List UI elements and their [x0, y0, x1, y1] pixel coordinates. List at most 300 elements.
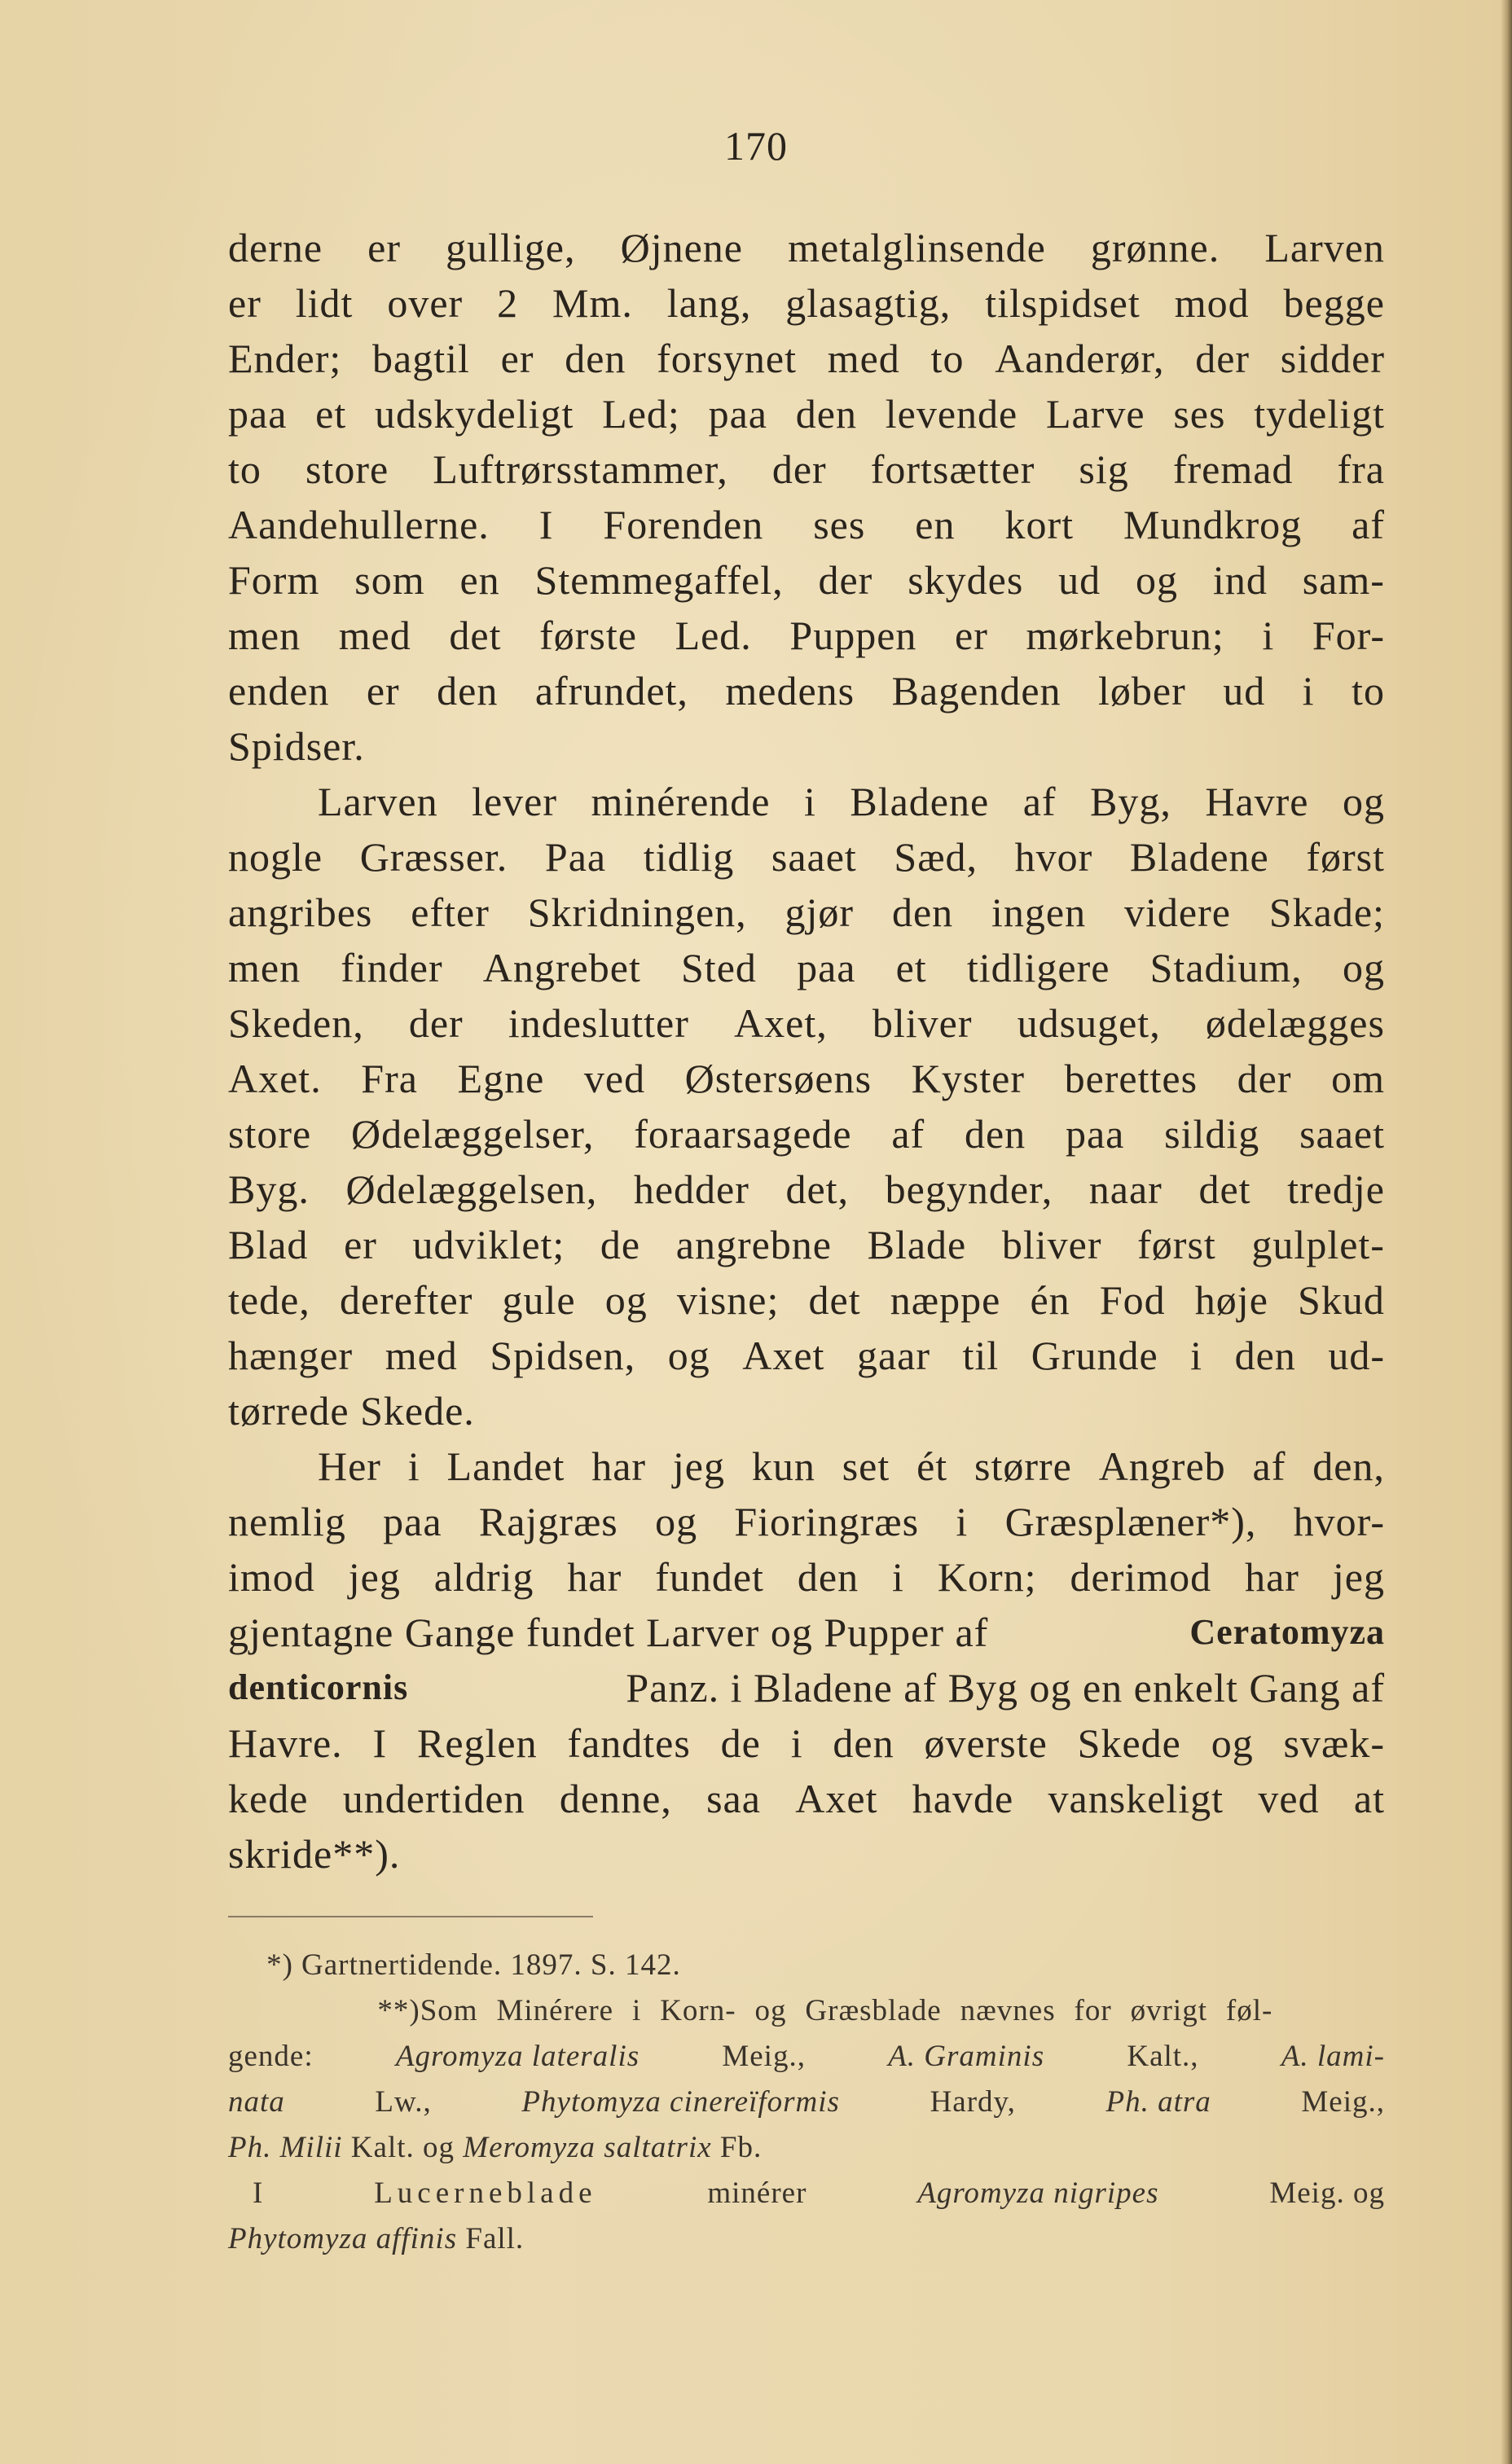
word: **)Som: [377, 1994, 478, 2027]
word: kede: [228, 1776, 309, 1821]
word: løber: [1098, 668, 1186, 714]
word: fortsætter: [870, 446, 1035, 492]
word: tidligere: [966, 945, 1110, 990]
word: Reglen: [416, 1720, 538, 1766]
word: gjør: [785, 889, 855, 935]
text-line: [228, 1771, 1385, 1826]
word: Mm.: [552, 280, 633, 326]
word: ses: [1173, 391, 1226, 437]
word: øvrigt: [1130, 1994, 1207, 2027]
word: medens: [725, 668, 855, 714]
word: Byg,: [1090, 779, 1171, 824]
footnote-text: minérer: [707, 2176, 807, 2210]
line-text: [228, 331, 1385, 386]
word: jeg: [672, 1443, 725, 1489]
line-text: [228, 386, 1385, 441]
word: hvor-: [1293, 1499, 1385, 1544]
word: Larve: [1045, 391, 1145, 437]
word: den,: [1312, 1443, 1385, 1489]
word: Græsblade: [805, 1994, 942, 2027]
word: og: [1136, 557, 1179, 603]
word: i: [956, 1499, 969, 1544]
word: Havre: [1205, 779, 1309, 824]
word: og: [655, 1499, 698, 1544]
footnotes: [228, 1943, 1385, 2262]
word: imod: [228, 1554, 315, 1600]
word: i: [892, 1554, 904, 1600]
text-line: [228, 995, 1385, 1051]
word: Øjnene: [620, 225, 743, 270]
species-name-italic: A. lami-: [1281, 2040, 1385, 2073]
word: Minérere: [496, 1994, 614, 2027]
line-text: gjentagne Gange fundet Larver og Pupper af: [228, 1610, 989, 1655]
line-text: [228, 1549, 1385, 1605]
word: som: [354, 557, 425, 603]
word: skydes: [908, 557, 1024, 603]
word: Blade: [867, 1222, 967, 1267]
word: føl-: [1225, 1994, 1273, 2027]
word: Korn-: [660, 1994, 736, 2027]
word: bliver: [1001, 1222, 1102, 1267]
word: Puppen: [789, 613, 917, 658]
word: Angrebet: [482, 945, 641, 990]
word: lever: [472, 779, 557, 824]
text-line: [228, 1328, 1385, 1383]
word: Forenden: [603, 502, 764, 547]
word: ses: [813, 502, 866, 547]
word: paa: [1065, 1111, 1125, 1157]
word: nemlig: [228, 1499, 346, 1544]
word: angribes: [228, 889, 373, 935]
word: Egne: [457, 1056, 545, 1101]
word: et: [315, 391, 347, 437]
footnote-2-line: [228, 2216, 1385, 2262]
word: metalglinsende: [788, 225, 1046, 270]
line-text: tørrede Skede.: [228, 1388, 475, 1434]
word: er: [500, 336, 534, 381]
word: Luftrørsstammer,: [433, 446, 728, 492]
word: i: [790, 1720, 803, 1766]
line-text: [228, 663, 1385, 718]
word: berettes: [1064, 1056, 1198, 1101]
species-name-italic: Agromyza nigripes: [917, 2176, 1159, 2210]
line-text: Spidser.: [228, 723, 365, 769]
word: For-: [1312, 613, 1385, 658]
footnote-2-first: [228, 1988, 1385, 2034]
footnote-2-line: [228, 2034, 1385, 2080]
word: ved: [1258, 1776, 1320, 1821]
word: øverste: [924, 1720, 1048, 1766]
word: tilspidset: [985, 280, 1141, 326]
word: Led.: [675, 613, 752, 658]
word: efter: [411, 889, 490, 935]
word: om: [1331, 1056, 1385, 1101]
word: Blad: [228, 1222, 309, 1267]
line-text: [228, 1494, 1385, 1549]
species-name-italic: Phytomyza affinis: [228, 2222, 458, 2255]
text-line: [228, 552, 1385, 608]
word: derne: [228, 225, 323, 270]
line-text: [228, 608, 1385, 663]
word: lang,: [666, 280, 752, 326]
page-number: 170: [724, 123, 788, 169]
word: det,: [785, 1166, 850, 1212]
word: Stemmegaffel,: [534, 557, 784, 603]
species-name-italic: Phytomyza cinereïformis: [521, 2085, 840, 2119]
word: jeg: [348, 1554, 401, 1600]
word: Rajgræs: [478, 1499, 618, 1544]
word: i: [632, 1994, 642, 2027]
word: store: [305, 446, 389, 492]
word: gullige,: [446, 225, 576, 270]
word: mørkebrun;: [1026, 613, 1224, 658]
word: Mundkrog: [1123, 502, 1303, 547]
word: ud: [1223, 668, 1266, 714]
word: den: [891, 889, 954, 935]
word: finder: [341, 945, 443, 990]
word: glasagtig,: [785, 280, 952, 326]
text-line: [228, 885, 1385, 940]
word: afrundet,: [534, 668, 688, 714]
word: saaet: [1299, 1111, 1385, 1157]
word: derimod: [1070, 1554, 1212, 1600]
word: er: [367, 225, 401, 270]
word: der: [818, 557, 873, 603]
word: fandtes: [567, 1720, 691, 1766]
word: fremad: [1172, 446, 1294, 492]
species-name-italic: nata: [228, 2085, 285, 2119]
word: Larven: [318, 779, 438, 824]
text-line: [228, 1438, 1385, 1494]
footnote-text: Fb.: [719, 2131, 763, 2164]
word: Skeden,: [228, 1000, 364, 1046]
word: jeg: [1332, 1554, 1385, 1600]
word: den: [565, 336, 626, 381]
word: tydeligt: [1254, 391, 1385, 437]
word: den: [437, 668, 499, 714]
word: foraarsagede: [634, 1111, 852, 1157]
species-name-bold: Ceratomyza: [1189, 1612, 1385, 1652]
line-text: [228, 220, 1385, 275]
footnote-text: Gartnertidende. 1897. S. 142.: [301, 1948, 681, 1982]
footnote-2-line: [228, 2171, 1385, 2216]
text-line: [228, 220, 1385, 275]
word: i: [1190, 1333, 1203, 1378]
word: I: [372, 1720, 388, 1766]
word: der: [1237, 1056, 1292, 1101]
word: Larven: [1264, 225, 1385, 270]
text-line: [228, 718, 1385, 774]
word: det: [808, 1277, 861, 1323]
word: et: [895, 945, 927, 990]
word: til: [962, 1333, 1000, 1378]
text-line: [228, 1051, 1385, 1106]
word: Axet: [742, 1333, 825, 1378]
species-name-italic: A. Graminis: [888, 2040, 1045, 2073]
word: har: [591, 1443, 647, 1489]
word: først: [1137, 1222, 1216, 1267]
word: og: [754, 1994, 787, 2027]
footnote-2-line: [228, 2125, 1385, 2171]
word: gule: [502, 1277, 576, 1323]
word: udsuget,: [1017, 1000, 1161, 1046]
word: med: [338, 613, 411, 658]
word: de: [600, 1222, 641, 1267]
word: Angreb: [1098, 1443, 1226, 1489]
line-text: [228, 1051, 1385, 1106]
word: to: [228, 446, 262, 492]
word: begynder,: [885, 1166, 1053, 1212]
word: men: [228, 613, 301, 658]
word: to: [930, 336, 965, 381]
word: for: [1074, 1994, 1112, 2027]
word: Axet,: [734, 1000, 828, 1046]
word: sidder: [1280, 336, 1385, 381]
word: men: [228, 945, 301, 990]
word: det: [449, 613, 502, 658]
word: og: [1343, 779, 1385, 824]
word: Sted: [681, 945, 757, 990]
footnote-text: Fall.: [465, 2222, 525, 2255]
word: af: [1022, 779, 1057, 824]
text-line: [228, 1826, 1385, 1882]
word: havde: [912, 1776, 1014, 1821]
word: ét: [916, 1443, 948, 1489]
line-text: skride**).: [228, 1831, 401, 1877]
word: Form: [228, 557, 320, 603]
word: angrebne: [675, 1222, 832, 1267]
word: svæk-: [1283, 1720, 1385, 1766]
word: gulplet-: [1251, 1222, 1385, 1267]
word: Byg.: [228, 1166, 310, 1212]
word: den: [797, 1554, 859, 1600]
word: Her: [318, 1443, 381, 1489]
species-name-italic: Meromyza saltatrix: [463, 2131, 712, 2164]
word: udskydeligt: [375, 391, 574, 437]
text-line: [228, 1715, 1385, 1771]
text-line: [228, 1162, 1385, 1217]
word: der: [771, 446, 827, 492]
footnote-2-line: [228, 2080, 1385, 2125]
word: Sæd,: [894, 834, 978, 880]
word: store: [228, 1111, 312, 1157]
word: Led;: [602, 391, 680, 437]
word: Skud: [1298, 1277, 1385, 1323]
word: er: [344, 1222, 377, 1267]
word: er: [955, 613, 988, 658]
line-text: [228, 995, 1385, 1051]
word: er: [228, 280, 262, 326]
line-text: [228, 1106, 1385, 1162]
word: videre: [1124, 889, 1231, 935]
footnote-text: Meig.,: [722, 2040, 806, 2073]
word: Paa: [544, 834, 607, 880]
word: tidlig: [643, 834, 735, 880]
word: Stadium,: [1149, 945, 1303, 990]
line-text: [228, 1715, 1385, 1771]
footnote-text: I: [253, 2176, 264, 2210]
word: naar: [1088, 1166, 1163, 1212]
word: den: [833, 1720, 894, 1766]
word: høje: [1194, 1277, 1268, 1323]
word: lidt: [295, 280, 354, 326]
word: to: [1352, 668, 1385, 714]
word: den: [1234, 1333, 1296, 1378]
line-text: [228, 829, 1385, 885]
text-line: [228, 497, 1385, 552]
word: de: [720, 1720, 761, 1766]
text-line: [228, 386, 1385, 441]
word: denne,: [559, 1776, 672, 1821]
word: sam-: [1302, 557, 1385, 603]
word: aldrig: [433, 1554, 534, 1600]
footnote-text: Lw.,: [375, 2085, 432, 2119]
text-line: [228, 663, 1385, 718]
word: paa: [228, 391, 288, 437]
word: Axet.: [228, 1056, 322, 1101]
word: begge: [1283, 280, 1385, 326]
text-line: [228, 331, 1385, 386]
text-line: [228, 275, 1385, 331]
footnote-text: Meig.,: [1301, 2085, 1385, 2119]
line-text: [228, 1217, 1385, 1272]
word: I: [538, 502, 554, 547]
word: der: [1195, 336, 1250, 381]
line-text: Panz. i Bladene af Byg og en enkelt Gang af: [626, 1665, 1385, 1711]
word: Græsplæner*),: [1004, 1499, 1257, 1544]
word: det: [1198, 1166, 1251, 1212]
word: ødelægges: [1205, 1000, 1385, 1046]
word: grønne.: [1090, 225, 1220, 270]
word: 2: [497, 280, 519, 326]
text-line: [228, 829, 1385, 885]
word: i: [1262, 613, 1275, 658]
word: Aandehullerne.: [228, 502, 490, 547]
footnote-divider: [228, 1916, 593, 1917]
word: Grunde: [1031, 1333, 1158, 1378]
word: Ender;: [228, 336, 342, 381]
word: i: [803, 779, 816, 824]
word: nogle: [228, 834, 323, 880]
word: forsynet: [657, 336, 797, 381]
line-text: [228, 885, 1385, 940]
line-text: [228, 1328, 1385, 1383]
line-text: [228, 441, 1385, 497]
line-text: [228, 275, 1385, 331]
word: Korn;: [937, 1554, 1037, 1600]
text-line: [228, 1383, 1385, 1438]
word: nævnes: [960, 1994, 1056, 2027]
word: en: [459, 557, 500, 603]
word: har: [567, 1554, 622, 1600]
word: undertiden: [342, 1776, 525, 1821]
word: Axet: [795, 1776, 878, 1821]
word: sig: [1079, 446, 1129, 492]
word: ingen: [991, 889, 1087, 935]
text-line: [228, 1494, 1385, 1549]
word: ud: [1058, 557, 1101, 603]
word: Ødelæggelser,: [350, 1111, 595, 1157]
species-name-italic: Agromyza lateralis: [395, 2040, 640, 2073]
word: har: [1245, 1554, 1299, 1600]
footnote-text: Kalt. og: [350, 2131, 455, 2164]
word: Aanderør,: [995, 336, 1165, 381]
word: Skridningen,: [527, 889, 747, 935]
word: Østersøens: [684, 1056, 872, 1101]
word: én: [1030, 1277, 1070, 1323]
word: Fra: [361, 1056, 418, 1101]
text-line: [228, 1217, 1385, 1272]
word: Fod: [1099, 1277, 1166, 1323]
word: ud-: [1328, 1333, 1385, 1378]
main-text: [228, 220, 1385, 1882]
line-text: [228, 940, 1385, 995]
word: tede,: [228, 1277, 310, 1323]
word: saaet: [771, 834, 857, 880]
text-line: [228, 1272, 1385, 1328]
word: indeslutter: [508, 1000, 689, 1046]
species-name-italic: Ph. atra: [1105, 2085, 1211, 2119]
species-name-italic: Ph. Milii: [228, 2131, 343, 2164]
word: der: [408, 1000, 464, 1046]
word: og: [1342, 945, 1385, 990]
footnote-mark: *): [266, 1948, 293, 1982]
word: og: [667, 1333, 710, 1378]
text-line: [228, 774, 1385, 829]
word: Græsser.: [359, 834, 508, 880]
word: og: [604, 1277, 648, 1323]
word: paa: [708, 391, 767, 437]
footnote-text-spaced: Lucerneblade: [374, 2176, 597, 2210]
word: i: [1302, 668, 1315, 714]
word: tredje: [1287, 1166, 1385, 1212]
word: minérende: [591, 779, 771, 824]
word: næppe: [890, 1277, 1001, 1323]
word: derefter: [339, 1277, 473, 1323]
word: Landet: [446, 1443, 565, 1489]
word: af: [891, 1111, 925, 1157]
word: fra: [1337, 446, 1385, 492]
word: i: [407, 1443, 420, 1489]
word: Bladene: [850, 779, 990, 824]
word: paa: [797, 945, 856, 990]
word: af: [1252, 1443, 1286, 1489]
line-text: [228, 552, 1385, 608]
word: først: [1306, 834, 1385, 880]
footnote-2-line: [228, 1988, 1385, 2034]
word: med: [385, 1333, 458, 1378]
text-line: [228, 608, 1385, 663]
text-line: [228, 441, 1385, 497]
word: første: [539, 613, 637, 658]
line-text: [228, 1162, 1385, 1217]
word: gaar: [856, 1333, 930, 1378]
word: vanskeligt: [1048, 1776, 1224, 1821]
word: paa: [383, 1499, 442, 1544]
word: udviklet;: [412, 1222, 565, 1267]
species-name-bold: denticornis: [228, 1667, 409, 1707]
word: bagtil: [372, 336, 470, 381]
line-text: [318, 1438, 1385, 1494]
word: Skede: [1077, 1720, 1181, 1766]
word: den: [795, 391, 857, 437]
text-line: [228, 940, 1385, 995]
word: større: [974, 1443, 1072, 1489]
word: sildig: [1164, 1111, 1260, 1157]
footnote-text: gende:: [228, 2040, 314, 2073]
line-text: [228, 1771, 1385, 1826]
word: at: [1353, 1776, 1385, 1821]
